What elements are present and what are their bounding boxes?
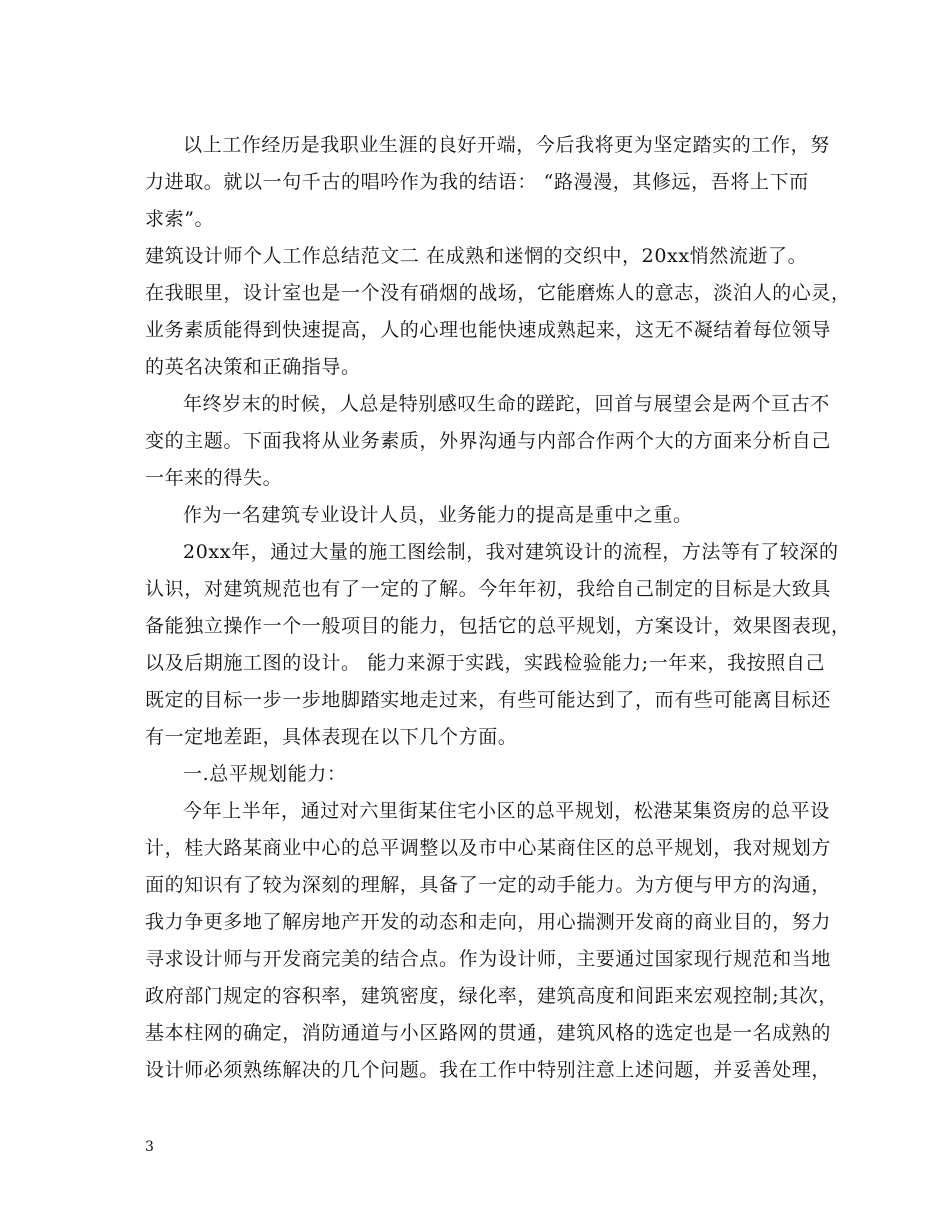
text-line: 有一定地差距，具体表现在以下几个方面。 — [145, 726, 518, 748]
text-line: 建筑设计师个人工作总结范文二 在成熟和迷惘的交织中，20xx悄然流逝了。 — [145, 245, 808, 267]
text-line: 寻求设计师与开发商完美的结合点。作为设计师，主要通过国家现行规范和当地 — [145, 948, 832, 970]
page-number: 3 — [145, 1139, 154, 1155]
text-line: 今年上半年，通过对六里街某住宅小区的总平规划，松港某集资房的总平设 — [183, 800, 830, 822]
text-line: 20xx年，通过大量的施工图绘制，我对建筑设计的流程，方法等有了较深的 — [183, 541, 839, 563]
text-line: 作为一名建筑专业设计人员，业务能力的提高是重中之重。 — [183, 504, 693, 526]
text-line: 在我眼里，设计室也是一个没有硝烟的战场，它能磨炼人的意志，淡泊人的心灵， — [145, 282, 851, 304]
text-line: 力进取。就以一句千古的唱吟作为我的结语： “路漫漫，其修远，吾将上下而 — [145, 171, 809, 193]
text-line: 以及后期施工图的设计。 能力来源于实践，实践检验能力;一年来，我按照自己 — [145, 652, 826, 674]
text-line: 既定的目标一步一步地脚踏实地走过来，有些可能达到了，而有些可能离目标还 — [145, 689, 832, 711]
text-line: 基本柱网的确定，消防通道与小区路网的贯通，建筑风格的选定也是一名成熟的 — [145, 1022, 832, 1044]
text-line: 计，桂大路某商业中心的总平调整以及市中心某商住区的总平规划，我对规划方 — [145, 837, 832, 859]
text-line: 变的主题。下面我将从业务素质，外界沟通与内部合作两个大的方面来分析自己 — [145, 430, 832, 452]
section-heading: 一.总平规划能力： — [183, 763, 347, 785]
text-line: 业务素质能得到快速提高，人的心理也能快速成熟起来，这无不凝结着每位领导 — [145, 319, 832, 341]
text-line: 我力争更多地了解房地产开发的动态和走向，用心揣测开发商的商业目的，努力 — [145, 911, 832, 933]
text-line: 一年来的得失。 — [145, 467, 283, 489]
text-line: 年终岁末的时候，人总是特别感叹生命的蹉跎，回首与展望会是两个亘古不 — [183, 393, 830, 415]
text-line: 以上工作经历是我职业生涯的良好开端，今后我将更为坚定踏实的工作，努 — [183, 134, 830, 156]
text-line: 备能独立操作一个一般项目的能力，包括它的总平规划，方案设计，效果图表现， — [145, 615, 851, 637]
text-line: 政府部门规定的容积率，建筑密度，绿化率，建筑高度和间距来宏观控制;其次， — [145, 985, 839, 1007]
text-line: 面的知识有了较为深刻的理解，具备了一定的动手能力。为方便与甲方的沟通， — [145, 874, 832, 896]
text-line: 设计师必须熟练解决的几个问题。我在工作中特别注意上述问题，并妥善处理， — [145, 1059, 832, 1081]
text-line: 的英名决策和正确指导。 — [145, 356, 361, 378]
text-line: 求索”。 — [145, 208, 215, 230]
text-line: 认识，对建筑规范也有了一定的了解。今年年初，我给自己制定的目标是大致具 — [145, 578, 832, 600]
